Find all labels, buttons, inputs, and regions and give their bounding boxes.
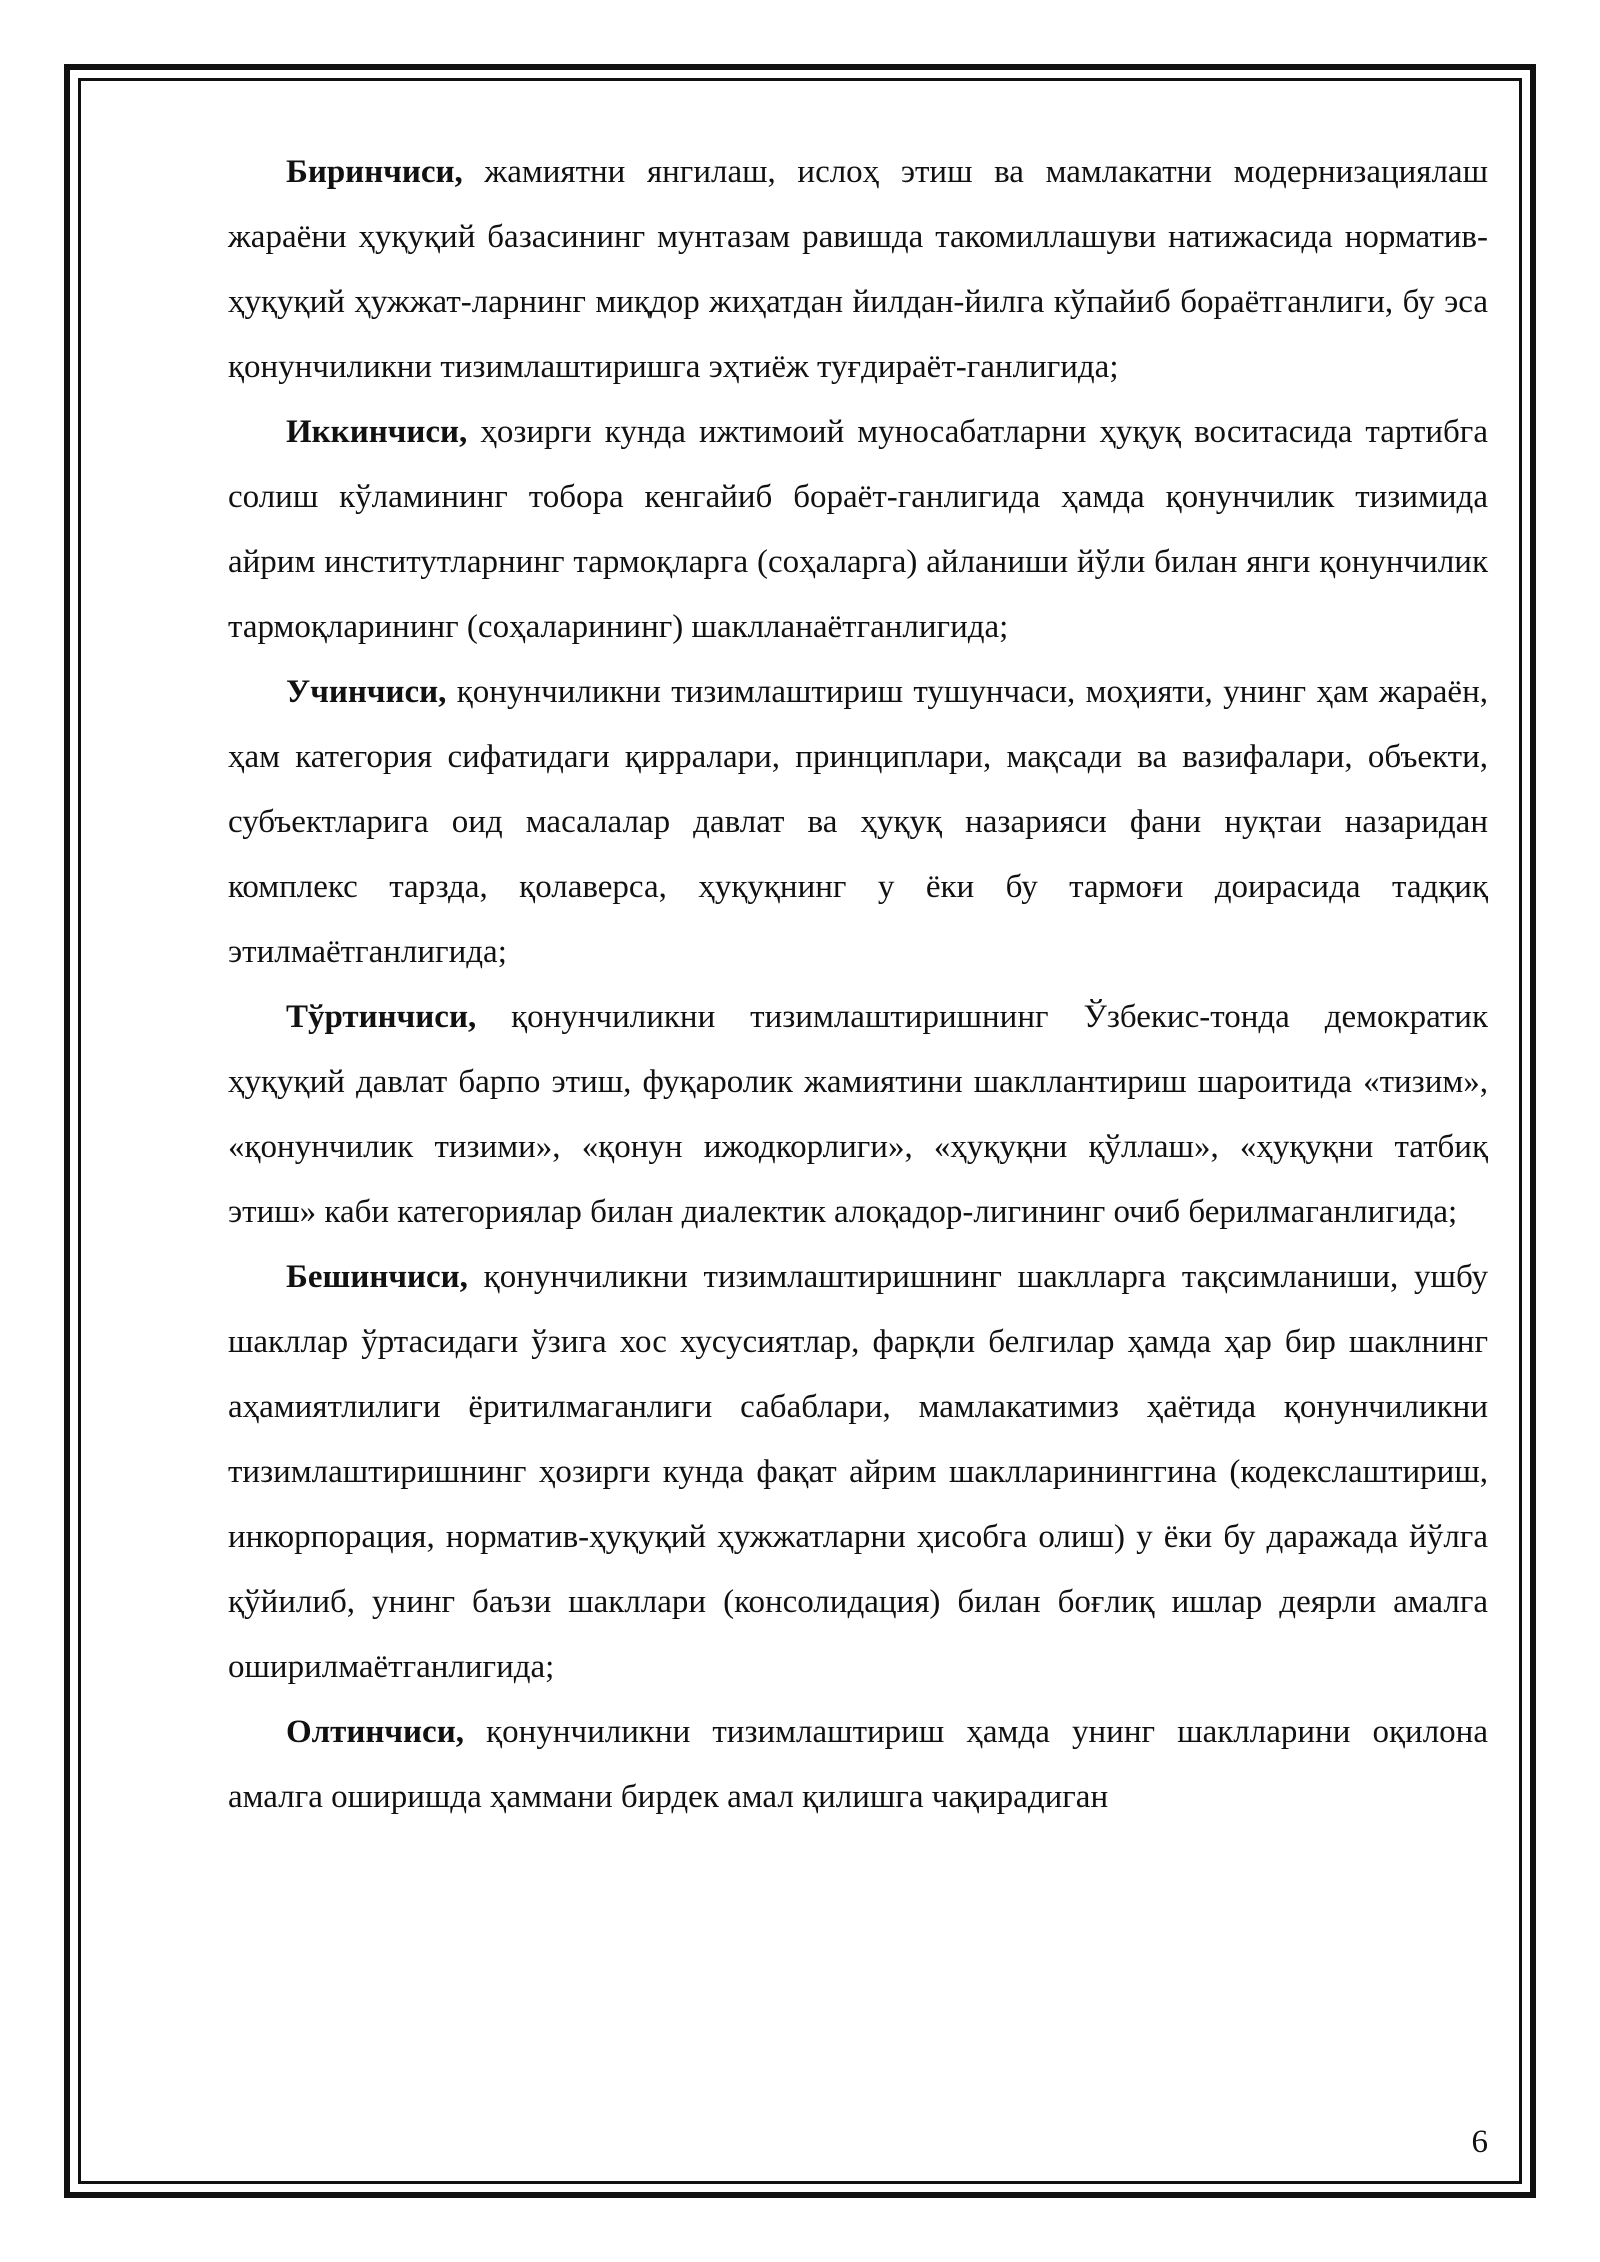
paragraph-text: жамиятни янгилаш, ислоҳ этиш ва мамлакатни модернизациялаш жараёни ҳуқуқий базасининг мунтазам равишда такомиллашуви натижасида норматив-ҳуқуқий ҳужжат-ларнинг миқдор жиҳатдан йилдан-йилга кўпайиб бораётганлиги, бу эса қонунчиликни тизимлаштиришга эҳтиёж туғдираёт-ганлигида; [228, 154, 1488, 385]
paragraph-lead: Тўртинчиси, [286, 999, 477, 1035]
paragraph-second [228, 400, 1488, 660]
document-body [228, 140, 1488, 1830]
paragraph-text: қонунчиликни тизимлаштиришнинг шаклларга тақсимланиши, ушбу шакллар ўртасидаги ўзига хос хусусиятлар, фарқли белгилар ҳамда ҳар бир шаклнинг аҳамиятлилиги ёритилмаганлиги сабаблари, мамлакатимиз ҳаётида қонунчиликни тизимлаштиришнинг ҳозирги кунда фақат айрим шаклларининггина (кодекслаштириш, инкорпорация, норматив-ҳуқуқий ҳужжатларни ҳисобга олиш) у ёки бу даражада йўлга қўйилиб, унинг баъзи шакллари (консолидация) билан боғлиқ ишлар деярли амалга оширилмаётганлигида; [228, 1259, 1488, 1685]
paragraph-lead: Биринчиси, [286, 154, 463, 190]
paragraph-fifth [228, 1245, 1488, 1700]
paragraph-lead: Иккинчиси, [286, 414, 468, 450]
paragraph-fourth [228, 985, 1488, 1245]
page-number: 6 [1471, 2124, 1488, 2160]
paragraph-text: ҳозирги кунда ижтимоий муносабатларни ҳуқуқ воситасида тартибга солиш кўламининг тобора кенгайиб бораёт-ганлигида ҳамда қонунчилик тизимида айрим институтларнинг тармоқларга (соҳаларга) айланиши йўли билан янги қонунчилик тармоқларининг (соҳаларининг) шаклланаётганлигида; [228, 414, 1488, 645]
paragraph-lead: Бешинчиси, [286, 1259, 468, 1295]
paragraph-lead: Учинчиси, [286, 674, 447, 710]
paragraph-text: қонунчиликни тизимлаштириш тушунчаси, моҳияти, унинг ҳам жараён, ҳам категория сифатидаги қирралари, принциплари, мақсади ва вазифалари, объекти, субъектларига оид масалалар давлат ва ҳуқуқ назарияси фани нуқтаи назаридан комплекс тарзда, қолаверса, ҳуқуқнинг у ёки бу тармоғи доирасида тадқиқ этилмаётганлигида; [228, 674, 1488, 970]
paragraph-text: қонунчиликни тизимлаштиришнинг Ўзбекис-тонда демократик ҳуқуқий давлат барпо этиш, фуқаролик жамиятини шакллантириш шароитида «тизим», «қонунчилик тизими», «қонун ижодкорлиги», «ҳуқуқни қўллаш», «ҳуқуқни татбиқ этиш» каби категориялар билан диалектик алоқадор-лигининг очиб берилмаганлигида; [228, 999, 1488, 1230]
paragraph-sixth [228, 1700, 1488, 1830]
paragraph-third [228, 660, 1488, 985]
paragraph-text: қонунчиликни тизимлаштириш ҳамда унинг шаклларини оқилона амалга оширишда ҳаммани бирдек амал қилишга чақирадиган [228, 1714, 1488, 1815]
paragraph-lead: Олтинчиси, [286, 1714, 464, 1750]
paragraph-first [228, 140, 1488, 400]
